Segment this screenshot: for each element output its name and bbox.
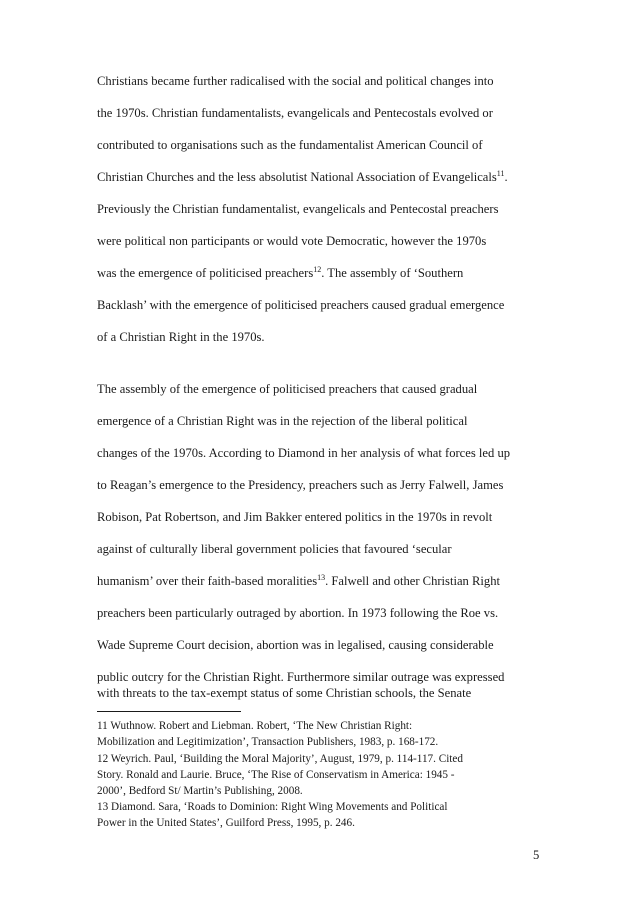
- text-line: Wade Supreme Court decision, abortion was in legalised, causing considerable: [97, 638, 494, 652]
- footnote-number: 12: [97, 753, 109, 765]
- footnote-line: Mobilization and Legitimization’, Transaction Publishers, 1983, p. 168-172.: [97, 736, 439, 748]
- text-line: were political non participants or would vote Democratic, however the 1970s: [97, 234, 487, 248]
- text-line: Christians became further radicalised with the social and political changes into: [97, 74, 494, 88]
- footnote-11: 11 Wuthnow. Robert and Liebman. Robert, ‘The New Christian Right:: [97, 720, 413, 732]
- footnote-line: Power in the United States’, Guilford Press, 1995, p. 246.: [97, 817, 355, 829]
- text-line: public outcry for the Christian Right. Furthermore similar outrage was expressed: [97, 670, 505, 684]
- text-line: with threats to the tax-exempt status of some Christian schools, the Senate: [97, 686, 472, 700]
- text-line: preachers been particularly outraged by abortion. In 1973 following the Roe vs.: [97, 606, 499, 620]
- footnote-line: Story. Ronald and Laurie. Bruce, ‘The Rise of Conservatism in America: 1945 -: [97, 769, 455, 781]
- text-line: Christian Churches and the less absolutist National Association of Evangelicals$^{11}$.: [97, 169, 508, 184]
- footnote-number: 11: [97, 720, 108, 732]
- footnote-reference[interactable]: 11: [496, 169, 505, 178]
- page-number: 5: [533, 848, 540, 862]
- text-line: Backlash’ with the emergence of politicised preachers caused gradual emergence: [97, 298, 505, 312]
- text-line: of a Christian Right in the 1970s.: [97, 330, 265, 344]
- footnote-reference[interactable]: 12: [313, 265, 322, 274]
- footnote-number: 13: [97, 801, 109, 813]
- text-line: emergence of a Christian Right was in the rejection of the liberal political: [97, 414, 468, 428]
- footnote-line: 2000’, Bedford St/ Martin’s Publishing, 2008.: [97, 785, 303, 797]
- footnote-12: 12 Weyrich. Paul, ‘Building the Moral Majority’, August, 1979, p. 114-117. Cited: [97, 753, 463, 765]
- text-line: Previously the Christian fundamentalist, evangelicals and Pentecostal preachers: [97, 202, 499, 216]
- footnote-separator: [97, 711, 241, 712]
- text-line: The assembly of the emergence of politicised preachers that caused gradual: [97, 382, 478, 396]
- text-line: was the emergence of politicised preachers$^{12}$. The assembly of ‘Southern: [97, 265, 464, 280]
- text-line: contributed to organisations such as the fundamentalist American Council of: [97, 138, 483, 152]
- text-line: humanism’ over their faith-based moralities$^{13}$. Falwell and other Christian Right: [97, 573, 500, 588]
- text-line: against of culturally liberal government policies that favoured ‘secular: [97, 542, 452, 556]
- text-line: changes of the 1970s. According to Diamond in her analysis of what forces led up: [97, 446, 511, 460]
- footnote-reference[interactable]: 13: [317, 573, 326, 582]
- text-line: Robison, Pat Robertson, and Jim Bakker entered politics in the 1970s in revolt: [97, 510, 493, 524]
- text-line: the 1970s. Christian fundamentalists, evangelicals and Pentecostals evolved or: [97, 106, 493, 120]
- text-line: to Reagan’s emergence to the Presidency, preachers such as Jerry Falwell, James: [97, 478, 504, 492]
- footnote-13: 13 Diamond. Sara, ‘Roads to Dominion: Right Wing Movements and Political: [97, 801, 448, 813]
